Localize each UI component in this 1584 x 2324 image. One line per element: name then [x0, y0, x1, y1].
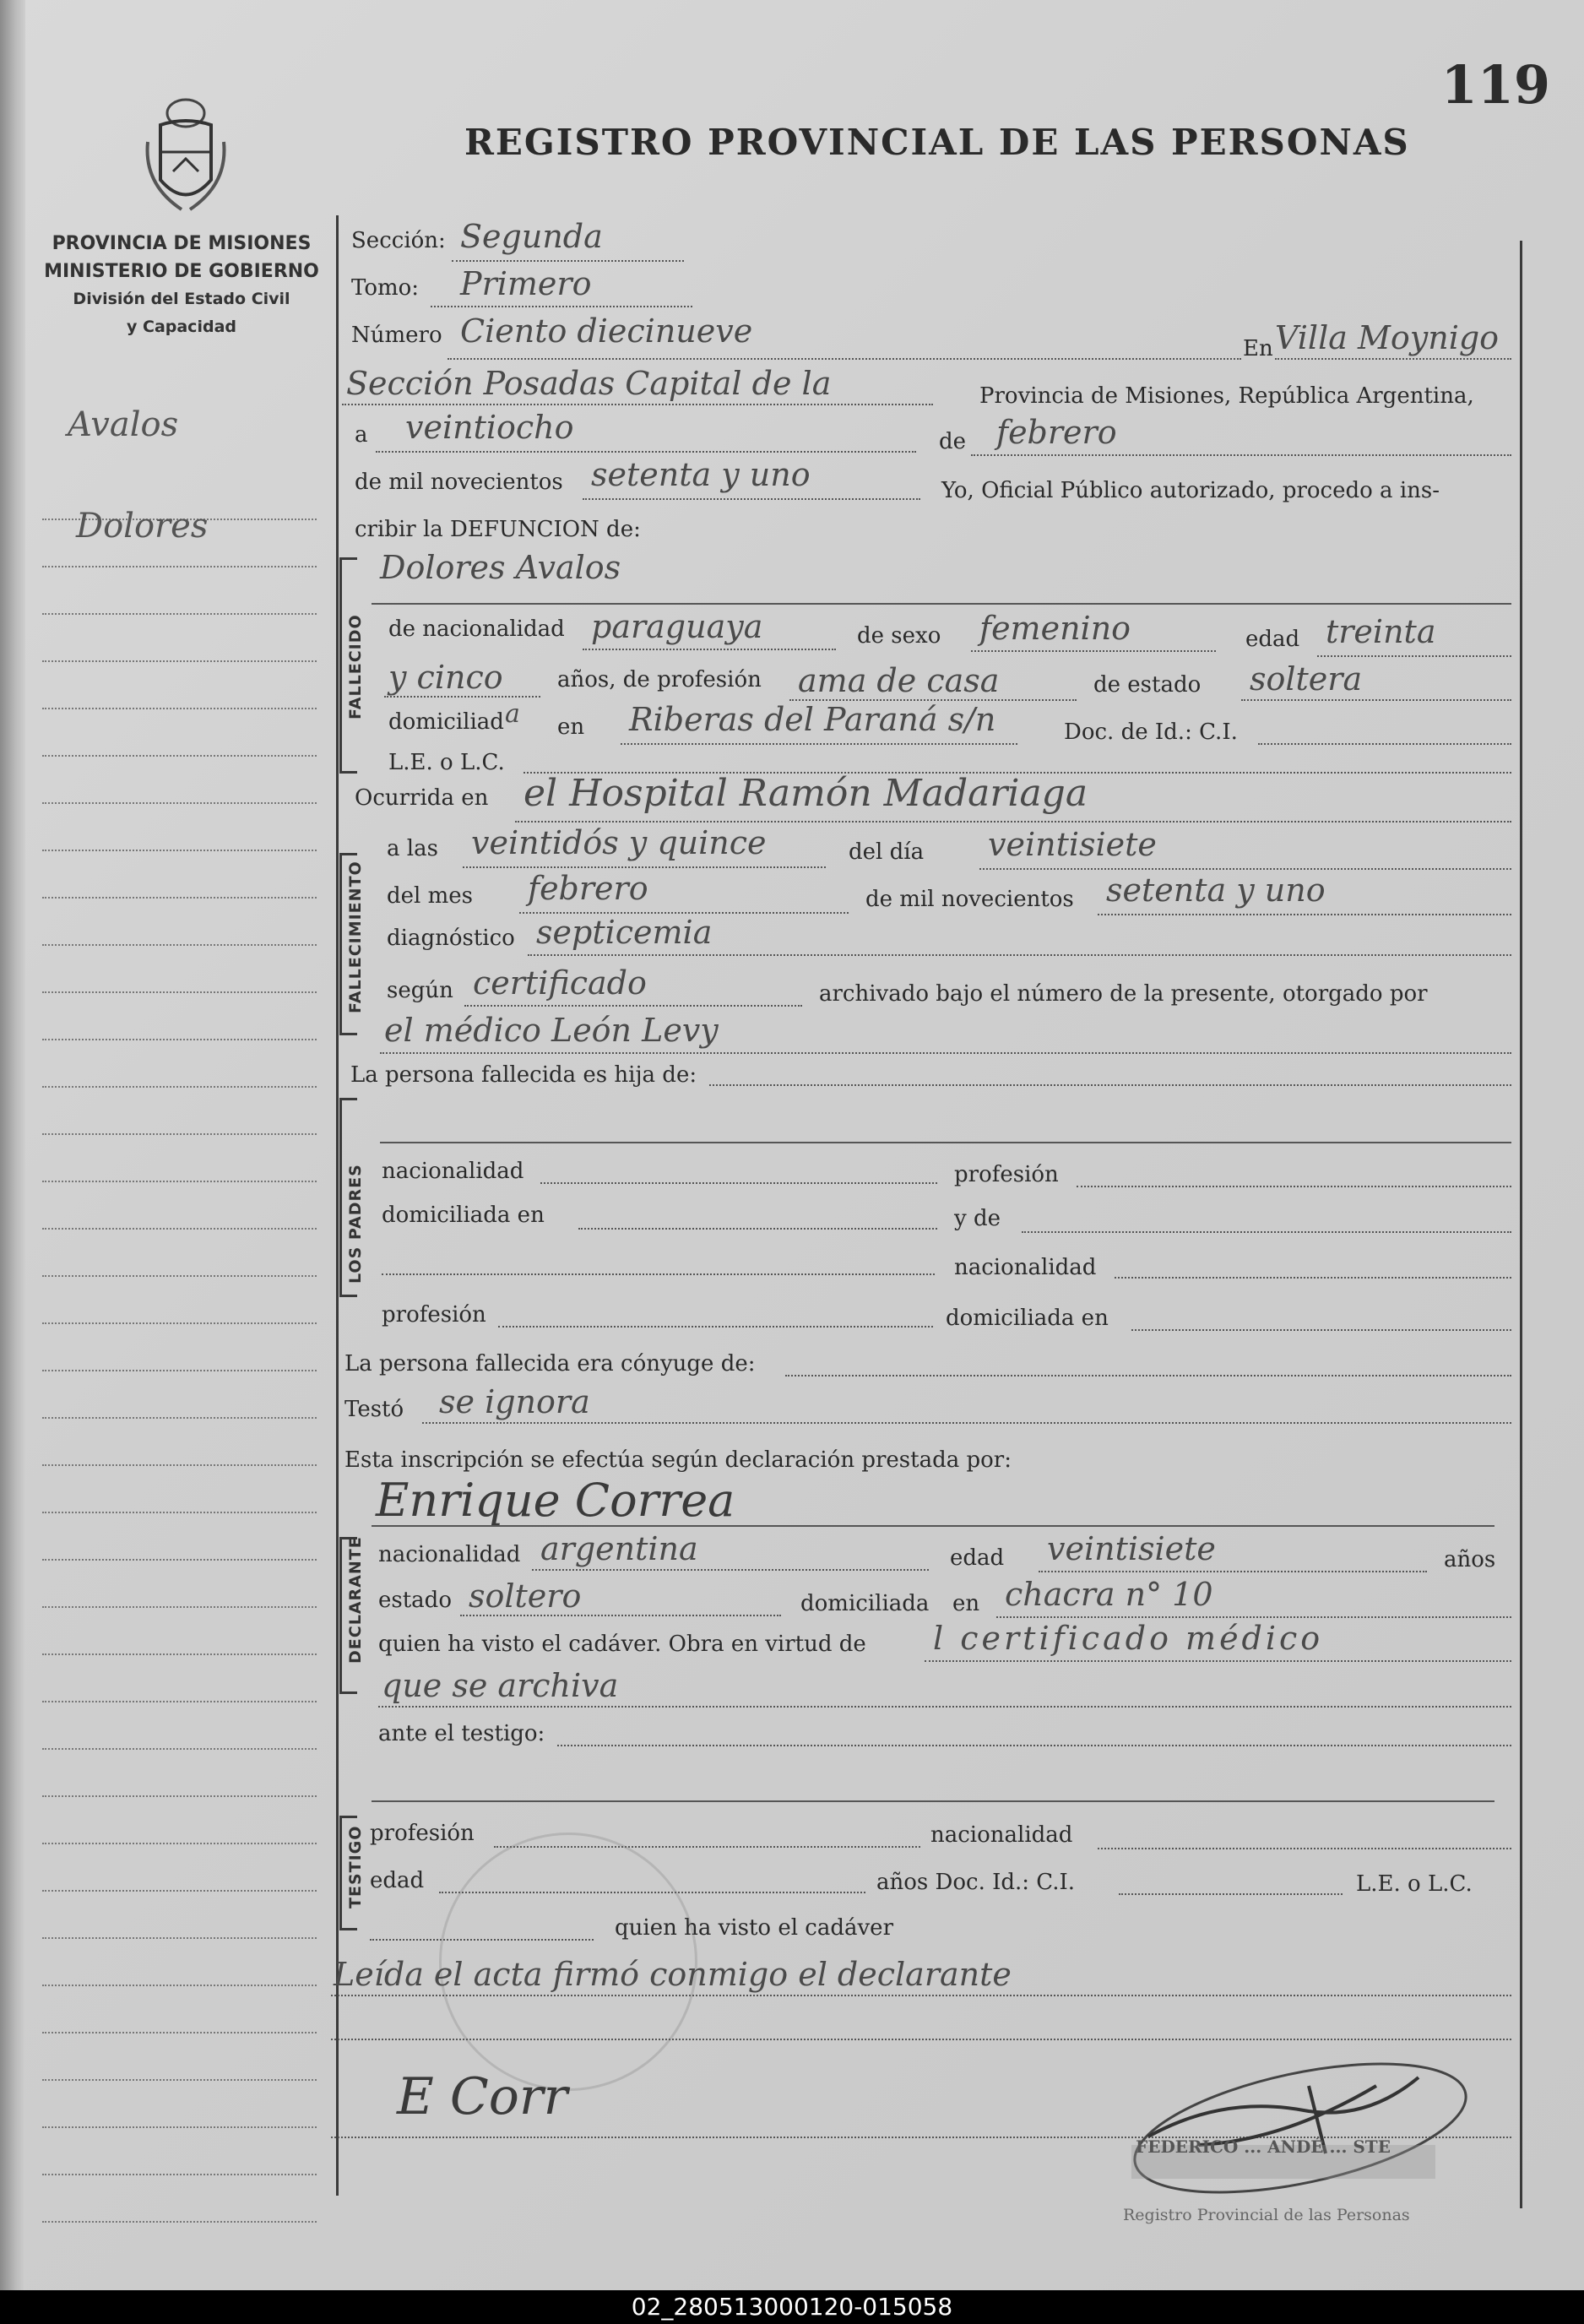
a-label: a	[355, 422, 368, 448]
fallecido-sexo-label: de sexo	[857, 623, 941, 649]
fallecido-doc-label: Doc. de Id.: C.I.	[1064, 719, 1238, 745]
issuer-line-province: PROVINCIA DE MISIONES	[52, 233, 312, 254]
mes-label: del mes	[387, 883, 473, 909]
inscribir-text: cribir la DEFUNCION de:	[355, 517, 641, 542]
issuer-block	[34, 230, 329, 341]
right-rule	[1520, 241, 1522, 2208]
year-value: setenta y uno	[591, 456, 811, 493]
testo-value: se ignora	[439, 1383, 590, 1420]
declarante-edad-label: edad	[950, 1545, 1005, 1571]
testigo-le-label: L.E. o L.C.	[1356, 1871, 1473, 1897]
medico-value: el médico León Levy	[384, 1012, 719, 1049]
testigo-ante-text: ante el testigo:	[378, 1721, 545, 1746]
fallecido-domicilio-value: Riberas del Paraná s/n	[629, 701, 996, 738]
conyuge-text: La persona fallecida era cónyuge de:	[344, 1351, 756, 1376]
oficial-text: Yo, Oficial Público autorizado, procedo a ins-	[941, 478, 1440, 503]
footer-file-id: 02_280513000120-015058	[631, 2293, 953, 2321]
fallecido-estado-label: de estado	[1093, 672, 1202, 698]
left-rule	[336, 215, 339, 2196]
numero-value: Ciento diecinueve	[460, 312, 753, 350]
declarante-name-value: Enrique Correa	[376, 1474, 735, 1527]
testigo-edad-label: edad	[370, 1868, 425, 1893]
a-las-label: a las	[387, 836, 438, 861]
fallecido-nacionalidad-label: de nacionalidad	[388, 616, 565, 642]
fallecido-estado-value: soltera	[1250, 660, 1363, 698]
declarante-nacionalidad-label: nacionalidad	[378, 1542, 521, 1567]
testigo-doc-label: años Doc. Id.: C.I.	[876, 1870, 1076, 1895]
issuer-line-division: División del Estado Civil	[73, 290, 290, 308]
padres-side-label: LOS PADRES	[346, 1164, 365, 1284]
coat-of-arms-icon	[135, 91, 236, 218]
dia-value: veintisiete	[988, 826, 1157, 863]
declarante-estado-label: estado	[378, 1588, 452, 1613]
fallecido-nacionalidad-value: paraguaya	[591, 608, 763, 645]
margin-ruled-lines	[42, 473, 317, 2223]
declarante-domicilio-value: chacra n° 10	[1005, 1576, 1213, 1613]
en-value: Villa Moynigo	[1275, 319, 1500, 356]
fallecido-edad-label: edad	[1245, 627, 1300, 652]
issuer-line-capacity: y Capacidad	[127, 318, 236, 336]
fallecido-domicilio-label: domiciliad	[388, 709, 504, 735]
madre-profesion-label: profesión	[382, 1302, 486, 1328]
margin-name: Dolores	[76, 507, 209, 546]
hora-value: veintidós y quince	[471, 824, 767, 861]
closing-value: Leída el acta firmó conmigo el declarante	[334, 1956, 1012, 1993]
declarante-cadaver-text: quien ha visto el cadáver. Obra en virtud de	[378, 1632, 866, 1657]
declarante-nacionalidad-value: argentina	[540, 1530, 698, 1567]
testo-label: Testó	[344, 1397, 404, 1422]
segun-label: según	[387, 978, 453, 1003]
numero-label: Número	[351, 323, 442, 348]
diagnostico-value: septicemia	[536, 914, 713, 951]
madre-nacionalidad-label: nacionalidad	[954, 1255, 1097, 1280]
stamp-subtext: Registro Provincial de las Personas	[1123, 2206, 1410, 2224]
fallecido-domicilio-suffix: a	[505, 699, 520, 729]
hija-text: La persona fallecida es hija de:	[350, 1062, 697, 1088]
testigo-side-label: TESTIGO	[346, 1825, 365, 1909]
fallecido-sexo-value: femenino	[979, 610, 1131, 647]
segun-value: certificado	[473, 964, 647, 1002]
padre-profesion-label: profesión	[954, 1162, 1059, 1187]
declarante-en-label: en	[952, 1591, 980, 1616]
fallecido-en-label: en	[557, 714, 585, 740]
fallecido-profesion-value: ama de casa	[798, 662, 1000, 699]
declarante-signature: E Corr	[397, 2067, 568, 2126]
declarante-estado-value: soltero	[469, 1577, 582, 1615]
seccion-label: Sección:	[351, 228, 446, 253]
declaracion-text: Esta inscripción se efectúa según declaración prestada por:	[344, 1447, 1012, 1473]
testigo-profesion-label: profesión	[370, 1821, 475, 1846]
fallecido-name-value: Dolores Avalos	[380, 549, 621, 586]
a-value: veintiocho	[405, 409, 574, 446]
declarante-side-label: DECLARANTE	[346, 1536, 365, 1664]
madre-domiciliada-label: domiciliada en	[946, 1306, 1109, 1331]
margin-surname: Avalos	[68, 405, 179, 444]
mes-value: febrero	[528, 870, 648, 907]
declarante-anos-label: años	[1444, 1547, 1496, 1572]
ocurrida-value: el Hospital Ramón Madariaga	[523, 772, 1088, 815]
padre-nacionalidad-label: nacionalidad	[382, 1159, 524, 1184]
fallecido-edad-value: treinta	[1326, 613, 1436, 650]
ocurrida-label: Ocurrida en	[355, 785, 489, 811]
fallecimiento-side-label: FALLECIMIENTO	[346, 861, 365, 1013]
en-label: En	[1243, 336, 1273, 361]
fallecido-le-label: L.E. o L.C.	[388, 750, 505, 775]
declarante-edad-value: veintisiete	[1047, 1530, 1216, 1567]
fallecido-edad-value-2: y cinco	[388, 659, 503, 696]
declarante-cadaver-value: l certificado médico	[933, 1620, 1324, 1657]
document-title: REGISTRO PROVINCIAL DE LAS PERSONAS	[464, 122, 1410, 163]
y-de-label: y de	[954, 1206, 1001, 1231]
archivado-text: archivado bajo el número de la presente, otorgado por	[819, 981, 1428, 1007]
dia-label: del día	[849, 839, 925, 865]
testigo-nacionalidad-label: nacionalidad	[930, 1822, 1073, 1848]
declarante-domiciliada-label: domiciliada	[800, 1591, 930, 1616]
provincia-text: Provincia de Misiones, República Argentina,	[979, 383, 1474, 409]
page-number: 119	[1440, 54, 1550, 116]
testigo-cadaver-text: quien ha visto el cadáver	[615, 1915, 894, 1941]
tomo-value: Primero	[460, 265, 592, 302]
fallecido-side-label: FALLECIDO	[346, 614, 365, 719]
stamp-text: FEDERICO ... ANDÉ ... STE	[1136, 2137, 1391, 2157]
page-binding	[0, 0, 25, 2290]
footer-bar	[0, 2290, 1584, 2324]
year-label: de mil novecientos	[355, 470, 563, 495]
tomo-label: Tomo:	[351, 275, 420, 301]
fallecimiento-anio-value: setenta y uno	[1106, 872, 1326, 909]
fallecimiento-anio-label: de mil novecientos	[865, 887, 1074, 912]
place-value: Sección Posadas Capital de la	[346, 365, 832, 402]
seccion-value: Segunda	[460, 218, 603, 255]
fallecido-profesion-label: años, de profesión	[557, 667, 762, 692]
de-label: de	[939, 429, 967, 454]
padre-domiciliada-label: domiciliada en	[382, 1203, 545, 1228]
diagnostico-label: diagnóstico	[387, 926, 515, 951]
issuer-line-ministry: MINISTERIO DE GOBIERNO	[44, 261, 319, 282]
declarante-cadaver-value-2: que se archiva	[382, 1667, 619, 1704]
de-value: febrero	[996, 414, 1117, 451]
